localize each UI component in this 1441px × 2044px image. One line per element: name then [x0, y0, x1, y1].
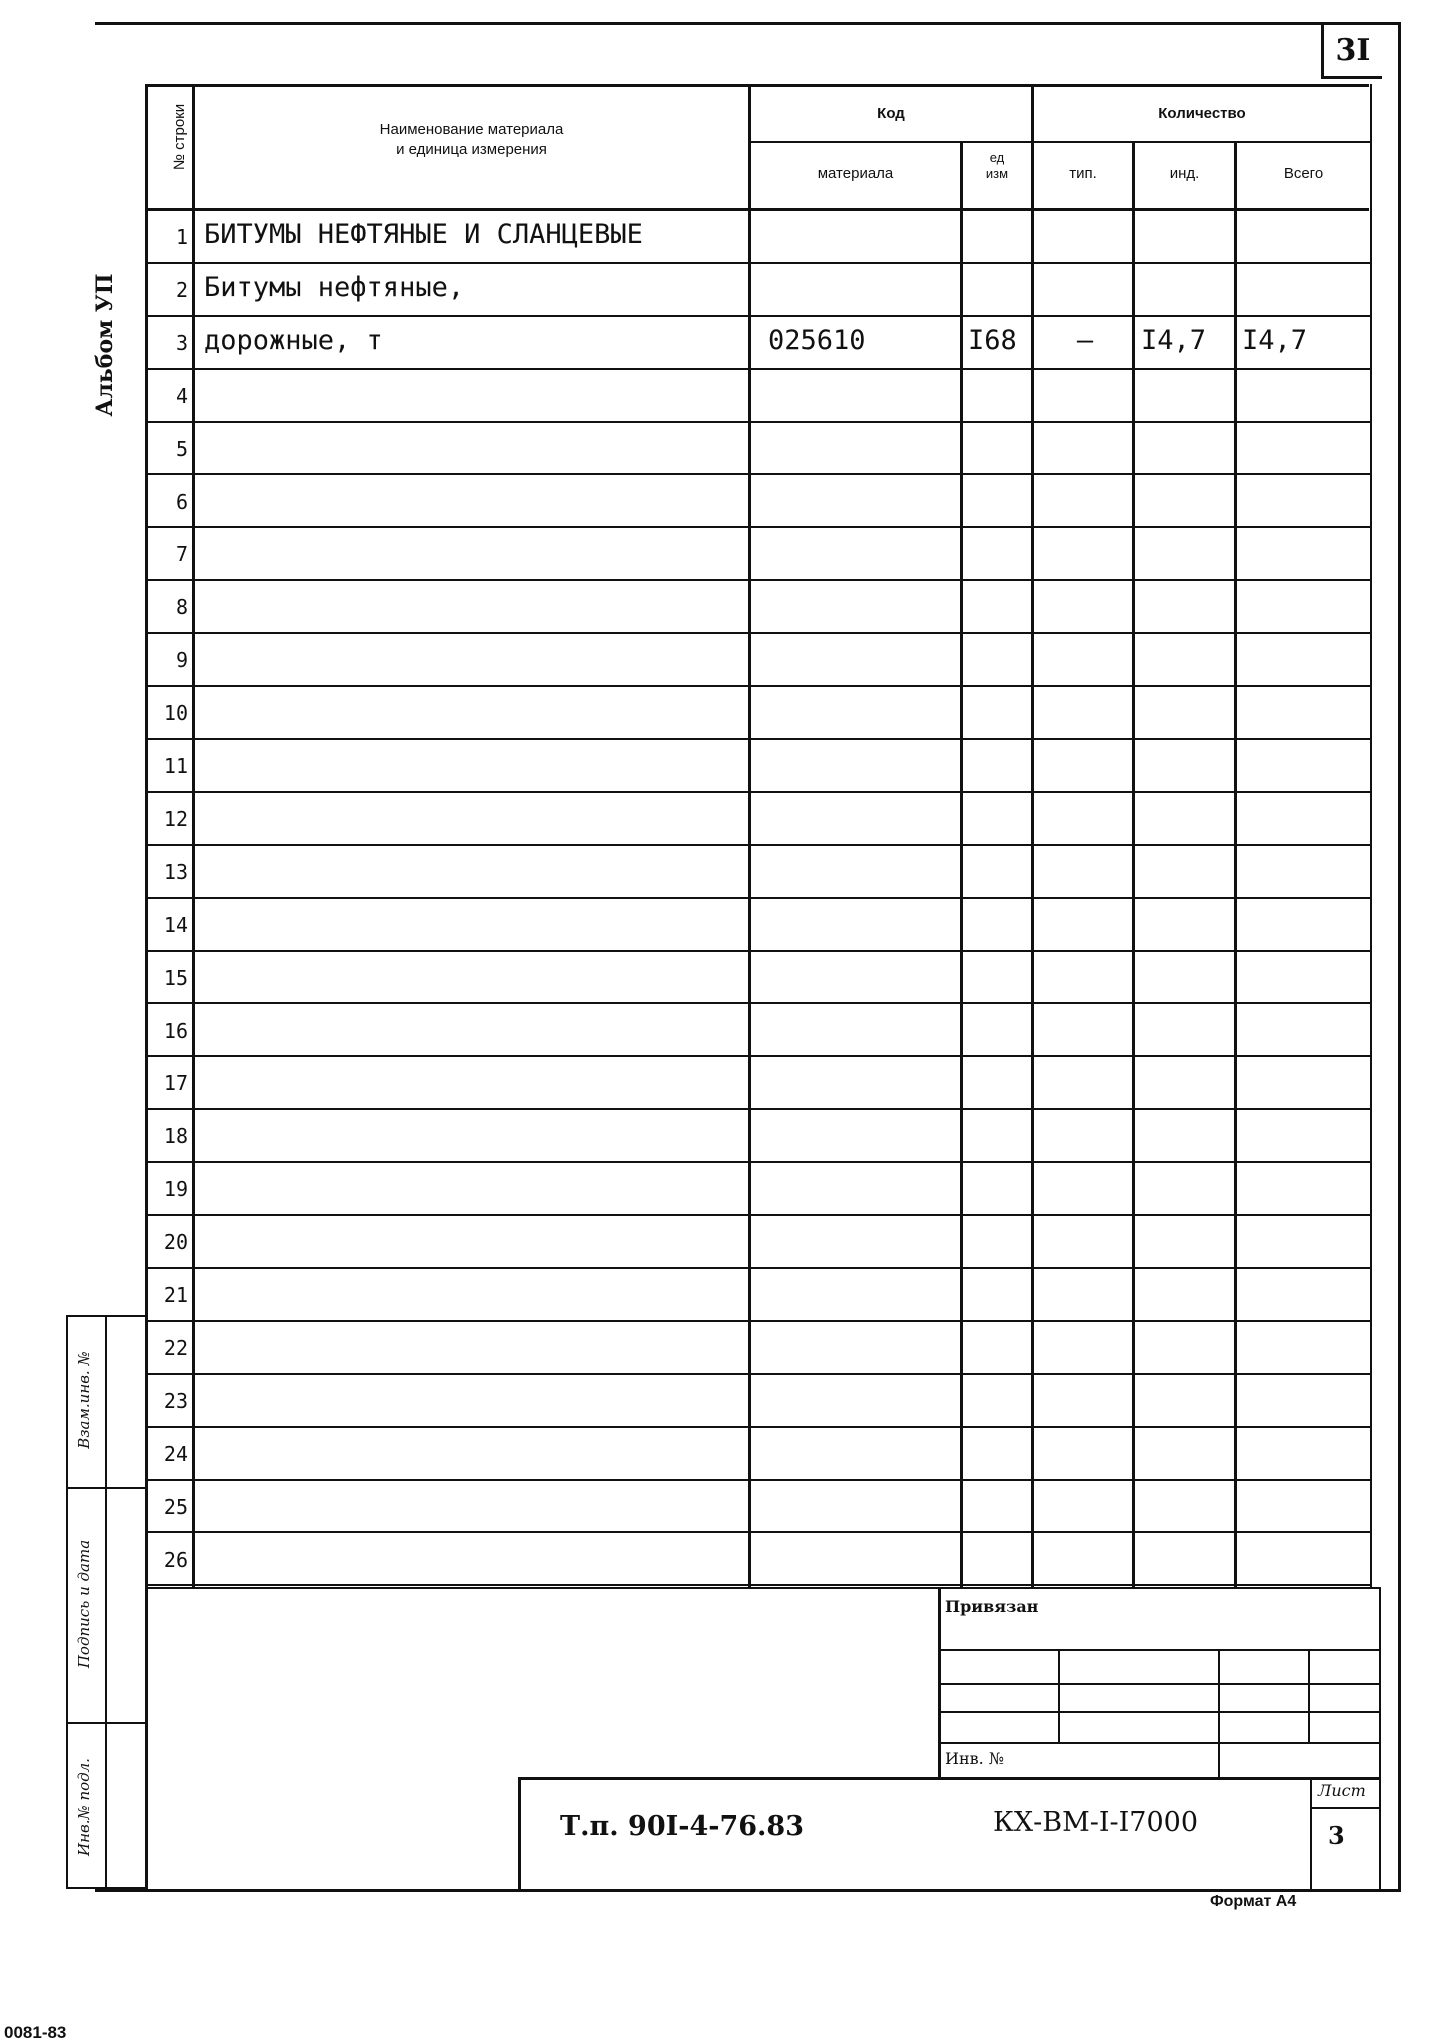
list-value: 3 — [1328, 1821, 1345, 1850]
podpis-data-label: Подпись и дата — [75, 1539, 93, 1669]
unit-code: I68 — [968, 324, 1017, 356]
qty-total: I4,7 — [1242, 324, 1308, 356]
material-name: дорожные, т — [204, 324, 383, 356]
row-number: 20 — [163, 1230, 188, 1255]
bottom-stamp — [145, 1587, 1381, 1889]
row-number: 18 — [163, 1124, 188, 1149]
inv-podl-label: Инв.№ подл. — [75, 1758, 93, 1856]
table-row — [148, 1110, 1370, 1163]
row-number: 4 — [175, 383, 188, 408]
corner-code: 0081-83 — [4, 2023, 67, 2042]
table-row — [148, 1428, 1370, 1481]
table-row — [148, 528, 1370, 581]
album-label: Альбом УП — [92, 273, 118, 417]
table-row — [148, 846, 1370, 899]
header-tip: тип. — [1069, 165, 1097, 182]
material-code: 025610 — [768, 324, 866, 356]
table-row — [148, 476, 1370, 529]
material-name: Битумы нефтяные, — [204, 271, 465, 303]
table-row — [148, 1163, 1370, 1216]
row-number: 23 — [163, 1388, 188, 1413]
row-number: 26 — [163, 1547, 188, 1572]
row-number-header: № строки — [171, 103, 188, 171]
row-number: 11 — [163, 754, 188, 778]
header-kod: Код — [877, 105, 905, 122]
row-number: 9 — [175, 648, 188, 673]
table-row — [148, 952, 1370, 1005]
header-ind: инд. — [1169, 165, 1200, 182]
table-row — [148, 1322, 1370, 1375]
frame-bottom — [95, 1889, 1401, 1892]
sheet-number: 3I — [1321, 24, 1382, 79]
doc-number: Т.п. 90I-4-76.83 — [560, 1811, 805, 1842]
table-row — [148, 1269, 1370, 1322]
table-row — [148, 1057, 1370, 1110]
row-number: 16 — [163, 1018, 188, 1043]
table-row — [148, 793, 1370, 846]
material-name: БИТУМЫ НЕФТЯНЫЕ И СЛАНЦЕВЫЕ — [204, 219, 643, 250]
inv-no-label: Инв. № — [945, 1749, 1004, 1768]
header-kolichestvo: Количество — [1158, 105, 1246, 122]
table-row — [148, 740, 1370, 793]
table-row — [148, 1534, 1370, 1587]
table-row — [148, 423, 1370, 476]
table-row — [148, 581, 1370, 634]
row-number: 17 — [163, 1071, 188, 1096]
row-number: 8 — [175, 595, 188, 620]
row-number: 7 — [175, 542, 188, 567]
row-number: 13 — [163, 859, 188, 884]
row-number: 12 — [163, 806, 188, 831]
row-number: 21 — [163, 1283, 188, 1307]
table-row — [148, 634, 1370, 687]
qty-tip: – — [1076, 324, 1094, 356]
table-row — [148, 687, 1370, 740]
doc-code: КХ-ВМ-I-I7000 — [993, 1807, 1199, 1838]
format-label: Формат А4 — [1210, 1893, 1297, 1910]
table-row — [148, 1481, 1370, 1534]
table-row — [148, 1216, 1370, 1269]
vzam-inv-label: Взам.инв. № — [75, 1351, 93, 1449]
table-row — [148, 899, 1370, 952]
materials-table — [145, 84, 1372, 1587]
row-number: 6 — [175, 489, 188, 514]
privyazan-label: Привязан — [945, 1597, 1039, 1616]
row-number: 14 — [163, 912, 188, 937]
table-row — [148, 317, 1370, 370]
header-kod-material: материала — [817, 165, 894, 182]
row-number: 3 — [175, 330, 188, 355]
frame-right — [1398, 22, 1401, 1892]
row-number: 1 — [175, 225, 188, 249]
header-name: Наименование материала и единица измерения — [379, 121, 564, 158]
qty-ind: I4,7 — [1141, 324, 1207, 356]
table-row — [148, 370, 1370, 423]
table-row — [148, 211, 1370, 264]
row-number: 10 — [163, 701, 188, 726]
frame-top — [95, 22, 1400, 25]
row-number: 22 — [163, 1335, 188, 1360]
header-vsego: Всего — [1283, 165, 1324, 182]
table-row — [148, 1005, 1370, 1058]
row-number: 19 — [163, 1177, 188, 1202]
row-number: 24 — [163, 1441, 188, 1466]
table-row — [148, 1375, 1370, 1428]
row-number: 15 — [163, 965, 188, 990]
row-number: 2 — [175, 277, 188, 302]
table-row — [148, 264, 1370, 317]
row-number: 25 — [163, 1494, 188, 1519]
row-number: 5 — [175, 436, 188, 461]
list-label: Лист — [1318, 1781, 1366, 1800]
header-kod-unit: ед изм — [985, 150, 1009, 181]
